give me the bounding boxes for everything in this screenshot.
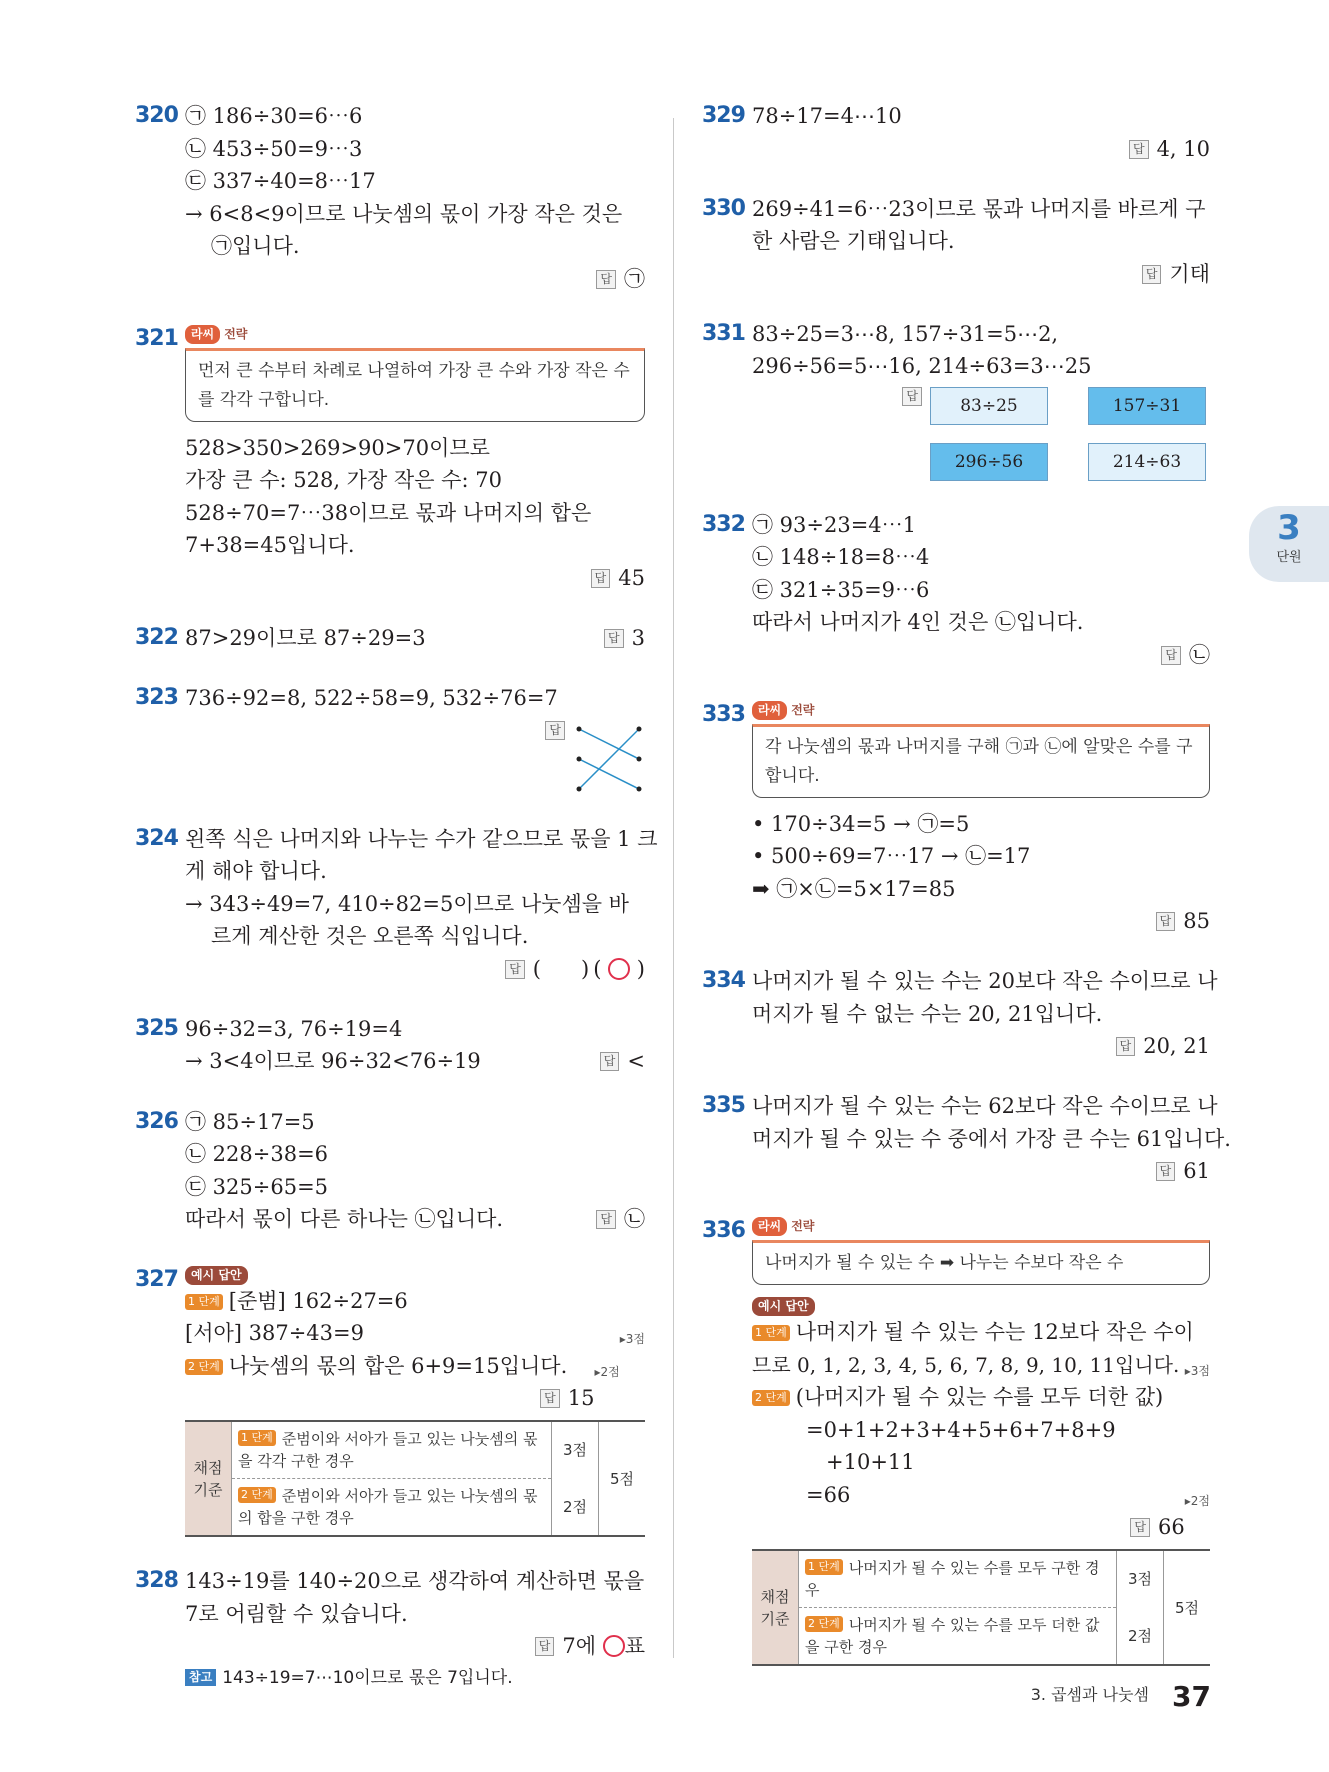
problem-328 [135, 1565, 645, 1695]
scoring-table [752, 1549, 1210, 1666]
step1-badge: 1 단계 [238, 1430, 276, 1446]
answer-left-blank: ( ) [532, 956, 590, 981]
answer-value: 61 [1183, 1159, 1210, 1183]
match-line [579, 729, 639, 789]
scoring-points: 2점 [1117, 1608, 1164, 1666]
scoring-row: 1 단계 준범이와 서아가 들고 있는 나눗셈의 몫을 각각 구한 경우 [232, 1421, 552, 1479]
answer-label: 답 [540, 1389, 560, 1408]
answer [185, 562, 645, 594]
solution-line: ㉢ 325÷65=5 [185, 1174, 329, 1199]
solution-line: ㉡ 228÷38=6 [185, 1142, 329, 1166]
solution-line: ㉠입니다. [211, 234, 300, 258]
problem-number: 322 [135, 624, 178, 650]
problem-number: 332 [702, 511, 745, 537]
answer-label: 답 [1130, 1518, 1150, 1537]
answer-label: 답 [505, 960, 525, 979]
problem-320 [135, 100, 645, 295]
match-dot [637, 726, 642, 731]
solution-text: 따라서 몫이 다른 하나는 ㉡입니다. [185, 1207, 504, 1231]
strategy-tag: 라씨 [752, 1217, 787, 1236]
strategy-box: 먼저 큰 수부터 차례로 나열하여 가장 큰 수와 가장 작은 수를 각각 구합니다. [185, 348, 645, 422]
problem-327 [135, 1264, 645, 1538]
solution-line: 96÷32=3, 76÷19=4 [185, 1016, 403, 1041]
match-dot [637, 786, 642, 791]
chapter-number: 3 [1277, 508, 1301, 548]
solution-line: 가장 큰 수: 528, 가장 작은 수: 70 [185, 468, 502, 492]
solution-line: 르게 계산한 것은 오른쪽 식입니다. [211, 924, 529, 948]
division-card-highlighted: 296÷56 [930, 443, 1048, 481]
answer-label: 답 [545, 721, 565, 740]
solution-line: ㉡ 148÷18=8⋯4 [752, 545, 930, 569]
match-dot [637, 756, 642, 761]
answer [600, 1045, 645, 1078]
division-card: 83÷25 [930, 387, 1048, 425]
solution-line: 78÷17=4⋯10 [752, 104, 902, 128]
problem-number: 321 [135, 325, 178, 351]
answer [185, 263, 645, 295]
solution-line: 머지가 될 수 있는 수 중에서 가장 큰 수는 61입니다. [752, 1126, 1231, 1151]
scoring-total: 5점 [1164, 1550, 1211, 1665]
solution-line: ➡ ㉠×㉡=5×17=85 [752, 876, 956, 901]
answer-label: 답 [596, 1210, 616, 1229]
solution-line: 따라서 나머지가 4인 것은 ㉡입니다. [752, 610, 1084, 634]
answer-cards [930, 387, 1206, 481]
circle-mark-icon [608, 958, 630, 980]
scoring-points: 3점 [552, 1421, 599, 1479]
problem-number: 327 [135, 1266, 178, 1292]
answer-label: 답 [1161, 646, 1181, 665]
answer-value: 기태 [1169, 261, 1210, 286]
answer-value: 20, 21 [1143, 1034, 1210, 1058]
answer-value: 66 [1158, 1515, 1185, 1539]
solution-line: ㉢ 337÷40=8⋯17 [185, 169, 376, 193]
matching-lines-diagram [573, 721, 645, 795]
page-number: 37 [1172, 1680, 1211, 1713]
answer-right-close: ) [636, 956, 645, 981]
match-dot [577, 756, 582, 761]
solution-line: 나머지가 될 수 있는 수는 62보다 작은 수이므로 나 [752, 1094, 1218, 1118]
answer-value: < [627, 1049, 645, 1073]
strategy-word: 전략 [791, 702, 815, 717]
answer-label: 답 [596, 270, 616, 289]
solution-line: → 343÷49=7, 410÷82=5이므로 나눗셈을 바 [185, 891, 629, 916]
example-answer-tag: 예시 답안 [752, 1297, 815, 1316]
scoring-points: 2점 [552, 1479, 599, 1537]
answer [752, 1030, 1210, 1062]
example-answer-tag: 예시 답안 [185, 1266, 248, 1285]
problem-322 [135, 622, 645, 655]
step2-badge: 2 단계 [238, 1487, 276, 1503]
answer [596, 1203, 645, 1236]
circle-mark-icon [603, 1635, 625, 1657]
answer-value: 85 [1183, 909, 1210, 933]
step2-badge: 2 단계 [805, 1616, 843, 1632]
answer-label: 답 [600, 1052, 620, 1071]
problem-number: 326 [135, 1108, 178, 1134]
equation-line: =0+1+2+3+4+5+6+7+8+9 [806, 1417, 1116, 1442]
answer-label: 답 [1156, 912, 1176, 931]
problem-number: 333 [702, 701, 745, 727]
problem-331 [702, 318, 1210, 481]
strategy-tag: 라씨 [185, 325, 220, 344]
solution-line: 736÷92=8, 522÷58=9, 532÷76=7 [185, 686, 558, 710]
scoring-head: 채점 기준 [752, 1550, 799, 1665]
scoring-table [185, 1420, 645, 1537]
problem-321 [135, 323, 645, 594]
problem-323 [135, 682, 645, 795]
left-column [135, 100, 658, 1723]
equation-line: =66 ▸2점 [752, 1479, 1210, 1512]
step1-line: 1 단계 [준범] 162÷27=6 [185, 1285, 645, 1318]
solution-line [185, 1045, 645, 1078]
step2-badge: 2 단계 [185, 1359, 223, 1375]
solution-text: → 3<4이므로 96÷32<76÷19 [185, 1049, 481, 1073]
points-mark: ▸3점 [1184, 1363, 1210, 1378]
answer [752, 133, 1210, 165]
answer-value: 45 [618, 565, 645, 590]
problem-number: 330 [702, 195, 745, 221]
answer [752, 1511, 1210, 1543]
match-dot [577, 786, 582, 791]
answer-value: ㉡ [1189, 642, 1210, 667]
scoring-points: 3점 [1117, 1550, 1164, 1608]
problem-number: 324 [135, 825, 178, 851]
problem-number: 325 [135, 1015, 178, 1041]
answer-label: 답 [591, 569, 611, 588]
answer-label: 답 [1129, 140, 1149, 159]
solution-line: 143÷19를 140÷20으로 생각하여 계산하면 몫을 [185, 1569, 645, 1593]
problem-335 [702, 1090, 1231, 1187]
scoring-row: 1 단계 나머지가 될 수 있는 수를 모두 구한 경우 [799, 1550, 1117, 1608]
answer-label: 답 [1142, 265, 1162, 284]
answer [752, 639, 1210, 671]
solution-text: 87>29이므로 87÷29=3 [185, 625, 426, 650]
problem-334 [702, 965, 1218, 1062]
answer [752, 1155, 1210, 1187]
step1-badge: 1 단계 [185, 1294, 223, 1310]
solution-line: 83÷25=3⋯8, 157÷31=5⋯2, [752, 321, 1059, 346]
page-footer [1031, 1680, 1211, 1713]
problem-326 [135, 1106, 645, 1236]
step1-line: 므로 0, 1, 2, 3, 4, 5, 6, 7, 8, 9, 10, 11입니다. ▸3점 [752, 1349, 1210, 1382]
problem-number: 323 [135, 685, 178, 710]
reference-note: 참고 143÷19=7⋯10이므로 몫은 7입니다. [185, 1662, 645, 1695]
problem-333 [702, 699, 1210, 938]
answer [185, 953, 645, 985]
solution-line [185, 1203, 645, 1236]
problem-number: 335 [702, 1093, 745, 1118]
answer-value: 3 [631, 625, 645, 650]
answer-label: 답 [535, 1637, 555, 1656]
answer [752, 905, 1210, 937]
points-mark: ▸2점 [1184, 1493, 1210, 1508]
step1-badge: 1 단계 [752, 1325, 790, 1341]
answer-label: 답 [1156, 1162, 1176, 1181]
division-card: 214÷63 [1088, 443, 1206, 481]
answer-value: ㉠ [624, 266, 645, 291]
chapter-label: 단원 [1276, 550, 1302, 565]
answer-value: 15 [567, 1386, 595, 1410]
chapter-title: 3. 곱셈과 나눗셈 [1030, 1685, 1149, 1704]
solution-line: 7로 어림할 수 있습니다. [185, 1601, 408, 1626]
reference-tag: 참고 [185, 1669, 216, 1686]
solution-line: 왼쪽 식은 나머지와 나누는 수가 같으므로 몫을 1 크 [185, 826, 658, 851]
match-dot [577, 726, 582, 731]
strategy-box: 각 나눗셈의 몫과 나머지를 구해 ㉠과 ㉡에 알맞은 수를 구합니다. [752, 724, 1210, 798]
answer-label: 답 [902, 387, 922, 406]
solution-line: 296÷56=5⋯16, 214÷63=3⋯25 [752, 354, 1092, 378]
answer [752, 258, 1210, 290]
solution-line: ㉠ 85÷17=5 [185, 1109, 315, 1134]
problem-336 [702, 1215, 1210, 1666]
answer-value: 4, 10 [1156, 136, 1210, 161]
scoring-row: 2 단계 준범이와 서아가 들고 있는 나눗셈의 몫의 합을 구한 경우 [232, 1479, 552, 1537]
answer: 답 7에 표 [185, 1630, 645, 1662]
answer [604, 622, 645, 655]
scoring-head: 채점 기준 [185, 1421, 232, 1536]
solution-line [185, 622, 645, 655]
solution-line: • 500÷69=7⋯17 → ㉡=17 [752, 844, 1031, 868]
solution-line: 269÷41=6⋯23이므로 몫과 나머지를 바르게 구 [752, 196, 1206, 221]
solution-line: 게 해야 합니다. [185, 859, 327, 883]
problem-330 [702, 193, 1210, 290]
problem-number: 328 [135, 1568, 178, 1593]
answer-value: ㉡ [624, 1207, 645, 1231]
answer-label: 답 [604, 629, 624, 648]
strategy-word: 전략 [791, 1219, 815, 1233]
answer [185, 1382, 645, 1414]
problem-329 [702, 100, 1210, 165]
solution-line: 나머지가 될 수 있는 수는 20보다 작은 수이므로 나 [752, 969, 1218, 993]
step1-badge: 1 단계 [805, 1559, 843, 1575]
strategy-tag: 라씨 [752, 701, 787, 720]
solution-line: ㉠ 93÷23=4⋯1 [752, 512, 917, 537]
scoring-total: 5점 [599, 1421, 646, 1536]
strategy-word: 전략 [224, 326, 248, 341]
problem-number: 329 [702, 103, 745, 128]
problem-number: 320 [135, 103, 178, 128]
solution-line: 머지가 될 수 없는 수는 20, 21입니다. [752, 1001, 1103, 1026]
step1-line: [서아] 387÷43=9 ▸3점 [185, 1317, 645, 1350]
scoring-row: 2 단계 나머지가 될 수 있는 수를 모두 더한 값을 구한 경우 [799, 1608, 1117, 1666]
problem-325 [135, 1013, 645, 1078]
match-line [579, 759, 639, 789]
solution-line: ㉡ 453÷50=9⋯3 [185, 136, 363, 161]
problem-number: 334 [702, 968, 745, 993]
chapter-side-tab [1249, 506, 1329, 582]
solution-line: → 6<8<9이므로 나눗셈의 몫이 가장 작은 것은 [185, 201, 623, 226]
step2-line: 2 단계 나눗셈의 몫의 합은 6+9=15입니다. ▸2점 [185, 1350, 645, 1383]
solution-line: ㉠ 186÷30=6⋯6 [185, 104, 363, 128]
right-column [702, 100, 1231, 1694]
problem-324 [135, 823, 658, 985]
answer-right-open: ( [593, 956, 602, 981]
match-line [579, 729, 639, 759]
step2-line: 2 단계 (나머지가 될 수 있는 수를 모두 더한 값) [752, 1381, 1210, 1414]
solution-line: ㉢ 321÷35=9⋯6 [752, 577, 930, 602]
problem-332 [702, 509, 1210, 671]
problem-number: 336 [702, 1218, 745, 1243]
answer [185, 721, 645, 795]
problem-number: 331 [702, 320, 745, 346]
answer-label: 답 [1116, 1037, 1136, 1056]
step2-badge: 2 단계 [752, 1390, 790, 1406]
points-mark: ▸2점 [594, 1364, 620, 1379]
solution-line: 한 사람은 기태입니다. [752, 229, 955, 253]
points-mark: ▸3점 [619, 1332, 645, 1346]
solution-line: 528>350>269>90>70이므로 [185, 435, 490, 460]
column-divider [673, 118, 674, 1658]
step1-line: 1 단계 나머지가 될 수 있는 수는 12보다 작은 수이 [752, 1316, 1210, 1349]
solution-line: 528÷70=7⋯38이므로 몫과 나머지의 합은 [185, 500, 592, 525]
solution-line: • 170÷34=5 → ㉠=5 [752, 811, 970, 836]
division-card-highlighted: 157÷31 [1088, 387, 1206, 425]
equation-line: +10+11 [826, 1450, 915, 1474]
strategy-box: 나머지가 될 수 있는 수 ➡ 나누는 수보다 작은 수 [752, 1240, 1210, 1285]
solution-line: 7+38=45입니다. [185, 533, 355, 557]
answer [752, 387, 1210, 481]
